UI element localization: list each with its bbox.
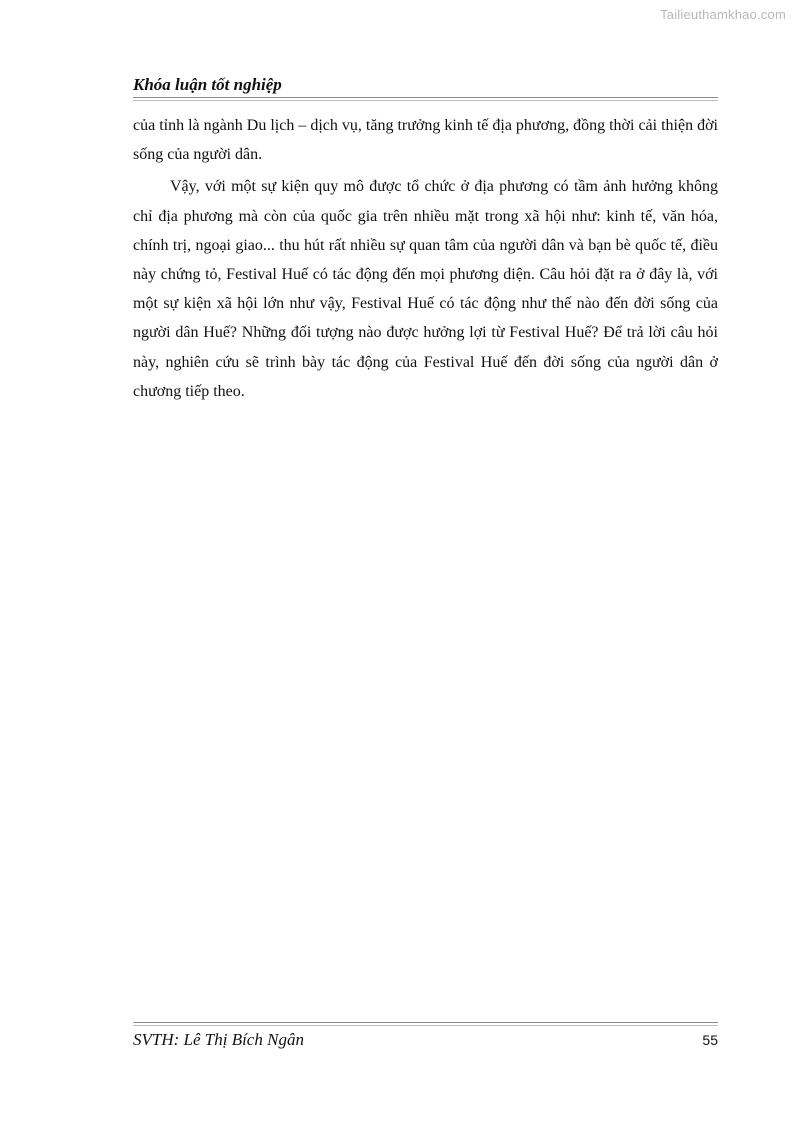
watermark-text: Tailieuthamkhao.com — [660, 7, 786, 22]
page-header — [133, 74, 718, 101]
header-title: Khóa luận tốt nghiệp — [133, 75, 282, 94]
page-number: 55 — [702, 1032, 718, 1048]
body-text — [133, 111, 718, 406]
paragraph-1: của tỉnh là ngành Du lịch – dịch vụ, tăng trưởng kinh tế địa phương, đồng thời cải thiện đời sống của người dân. — [133, 117, 718, 164]
footer-row — [133, 1030, 718, 1050]
page-footer — [133, 1022, 718, 1050]
footer-author: SVTH: Lê Thị Bích Ngân — [133, 1030, 304, 1049]
footer-rule — [133, 1022, 718, 1026]
header-rule — [133, 97, 718, 101]
paragraph-2: Vậy, với một sự kiện quy mô được tổ chức ở địa phương có tầm ảnh hưởng không chỉ địa phương mà còn của quốc gia trên nhiều mặt trong xã hội như: kinh tế, văn hóa, chính trị, ngoại giao... thu hút rất nhiều sự quan tâm của người dân và bạn bè quốc tế, điều này chứng tỏ, Festival Huế có tác động đến mọi phương diện. Câu hỏi đặt ra ở đây là, với một sự kiện xã hội lớn như vậy, Festival Huế có tác động như thế nào đến đời sống của người dân Huế? Những đối tượng nào được hưởng lợi từ Festival Huế? Để trả lời câu hỏi này, nghiên cứu sẽ trình bày tác động của Festival Huế đến đời sống của người dân ở chương tiếp theo. — [133, 178, 718, 400]
